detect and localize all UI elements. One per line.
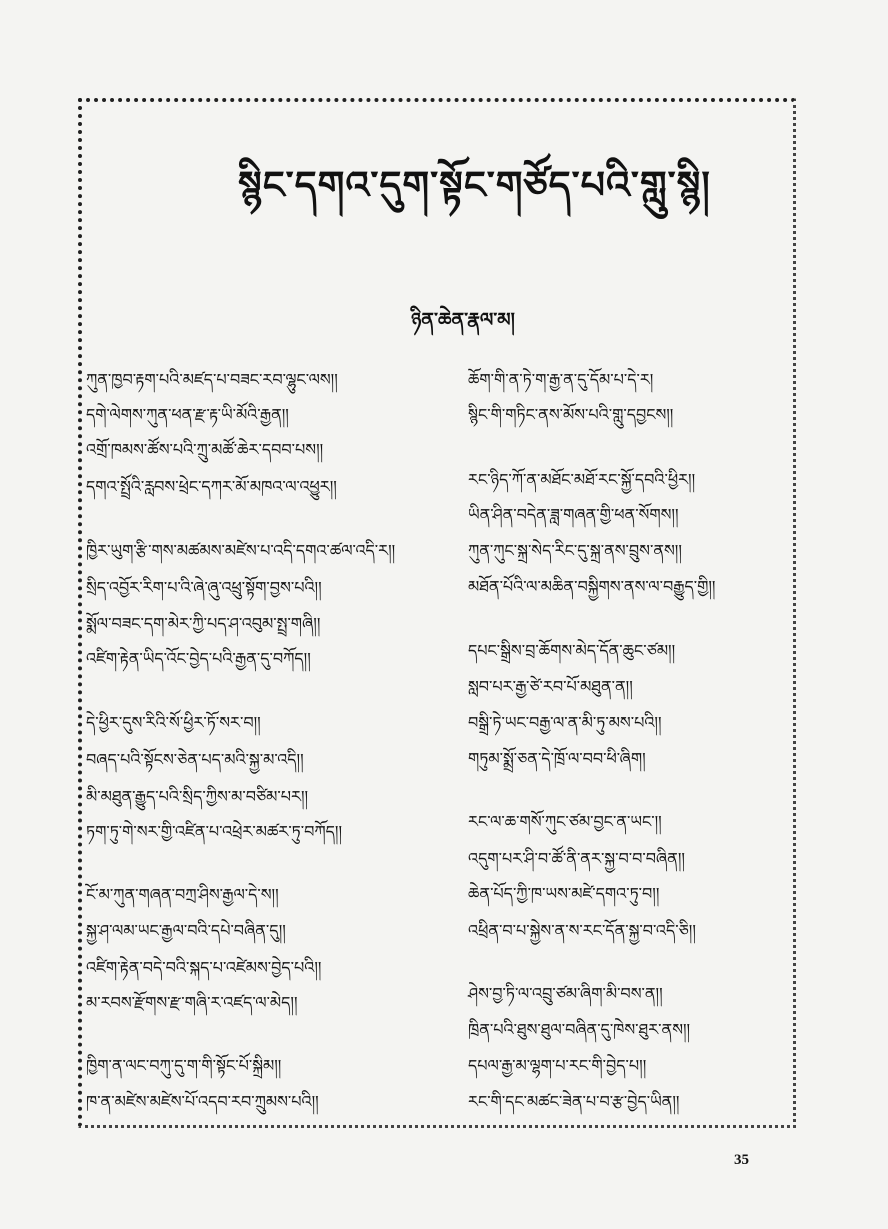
left-verse-line: མི་མཐུན་རྒྱུད་པའི་སྲིད་ཀྱིས་མ་བཙིམ་པར།། xyxy=(86,787,309,806)
right-verse-line: རང་གི་དང་མཚང་ཟེན་པ་བ་རྩ་བྱེད་ཡིན།། xyxy=(468,1092,680,1111)
left-verse-line: ངོ་མ་ཀུན་གཞན་བཀྲ་ཤིས་རྒྱལ་དེ་ས།། xyxy=(86,885,279,904)
right-verse-line: ཁྲིན་པའི་ཐུས་ཐུལ་བཞིན་དུ་ཁེས་ཐུར་ནས།། xyxy=(468,1020,691,1039)
poem-author: ཉིན་ཆེན་རྣལ་མ། xyxy=(411,309,515,331)
right-verse-line: འཕྲིན་བ་པ་སྐྱེས་ན་ས་རང་དོན་སྐྱ་བ་འདི་ཅི།། xyxy=(468,921,696,940)
left-verse-line: ཏག་ཏུ་གེ་སར་གྱི་འཛིན་པ་འཕྲེར་མཚར་ཏུ་བཀོད།། xyxy=(86,822,343,841)
page-number: 35 xyxy=(734,1152,749,1168)
right-verse-line: ཆོག་གི་ན་ཏེ་ག་རྒྱ་ན་དུ་དོམ་པ་དེ་ར། xyxy=(468,370,654,389)
right-verse-line: ཆེན་པོད་ཀྱི་ཁ་ཡས་མཛེ་དགའ་ཏུ་བ།། xyxy=(468,884,660,903)
right-verse-line: ཀུན་ཀུང་སྐྲ་སེད་རིང་དུ་སྐྲ་ནས་བྲུས་ནས།། xyxy=(468,541,682,560)
poem-title: སྙིང་དགའ་དུག་སྟོང་གཙོད་པའི་གླུ་སྙི། xyxy=(238,162,711,207)
left-verse-line: དགའ་སྤྲོའི་རླབས་ཕྲེང་དཀར་མོ་མཁའ་ལ་འཕྱུར།། xyxy=(86,477,337,496)
left-verse-line: སྲིད་འབྱོར་རིག་པ་འི་ཞེ་ཞུ་འཕྲུ་སྟོག་བྱས་པའི།། xyxy=(86,578,322,597)
left-verse-line: དེ་ཕྱིར་དུས་རིའི་སོ་ཕྱིར་ཏོ་སར་བ།། xyxy=(86,713,261,732)
left-verse-line: མ་རབས་རྫོགས་རྫ་གཞི་ར་འཛད་ལ་མེད།། xyxy=(86,993,298,1012)
right-verse-line: མཐོན་པོའི་ལ་མཆིན་བསྐྱིགས་ནས་ལ་བརྒྱུད་གྱི།། xyxy=(468,577,716,596)
left-verse-line: བཞད་པའི་སྟོངས་ཅེན་པད་མའི་སྐྱ་མ་འདི།། xyxy=(86,750,304,769)
right-verse-line: ཡིན་ཤིན་བདེན་ཟླ་གཞན་གྱི་ཕན་སོགས།། xyxy=(468,505,679,524)
left-verse-line: ཀུན་ཁྱབ་རྟག་པའི་མཛད་པ་བཟང་རབ་ལྷུང་ལས།། xyxy=(86,370,338,389)
left-verse-line: འགྲོ་ཁམས་ཚོས་པའི་ཀྲུ་མཚོ་ཆེར་དབབ་པས།། xyxy=(86,440,324,459)
left-verse-line: ཁྱིག་ན་ལང་བཀུ་དུ་ག་གི་སྟོང་པོ་སྐྲིམ།། xyxy=(86,1056,282,1075)
right-verse-line: རང་ཉིད་ཀོ་ན་མཐོང་མཐོ་རང་སྐྱོ་དབའི་ཕྱིར།། xyxy=(468,470,696,489)
right-verse-line: དཔལ་རྒྱ་མ་ལྷག་པ་རང་གི་བྱེད་པ།། xyxy=(468,1056,647,1075)
right-verse-line: གཏུམ་སྨྲོ་ཅན་དེ་ཁྲོ་ལ་བབ་ཕི་ཞིག། xyxy=(468,749,646,768)
left-verse-line: ཁྱིར་ཡུག་རྩི་གས་མཚམས་མཛེས་པ་འདི་དགའ་ཚལ་འདི་ར།། xyxy=(86,541,396,560)
left-verse-line: སྨོལ་བཟང་དག་མེར་ཀྱི་པད་ཤ་འབུམ་སྤྲ་གཞི།། xyxy=(86,614,321,633)
right-verse-line: དཔང་སྒྲིས་བྲ་ཆོགས་མེད་དོན་ཆུང་ཙམ།། xyxy=(468,641,676,660)
right-verse-line: སྙིང་གི་གཏིང་ནས་མོས་པའི་གླུ་དབྱངས།། xyxy=(468,405,674,424)
right-verse-line: བསྒྲི་ཏེ་ཡང་བརྒྱ་ལ་ན་མི་ཏུ་མས་པའི།། xyxy=(468,713,662,732)
right-verse-line: འདུག་པར་ཤི་བ་ཚོ་ནི་ནར་སྐྱ་བ་བ་བཞིན།། xyxy=(468,849,685,868)
right-verse-line: རང་ལ་ཆ་གསོ་ཀུང་ཙམ་བྱང་ན་ཡང་།། xyxy=(468,812,662,831)
left-verse-line: ཁ་ན་མཛེས་མཛེས་པོ་འདབ་རབ་ཀྲུམས་པའི།། xyxy=(86,1092,319,1111)
right-verse-line: ཤེས་བྱ་ཏི་ལ་འབྲུ་ཙམ་ཞིག་མི་བས་ན།། xyxy=(468,984,663,1003)
left-verse-line: འཛིག་རྟེན་ཡིད་འོང་བྱེད་པའི་རྒྱན་དུ་བཀོད།། xyxy=(86,649,311,668)
left-verse-line: དགེ་ལེགས་ཀུན་ཕན་རྫ་རྟ་ཡི་མོའི་རྒྱན།། xyxy=(86,405,289,424)
left-verse-line: འཛིག་རྟེན་བདེ་བའི་སྐད་པ་འཛེམས་བྱེད་པའི།། xyxy=(86,958,322,977)
right-verse-line: སླབ་པར་རྒྱ་ཙེ་རབ་པོ་མཐུན་ན།། xyxy=(468,677,633,696)
left-verse-line: སྐྱ་ཤ་ལམ་ཡང་རྒྱལ་བའི་དཔེ་བཞིན་དུ།། xyxy=(86,921,286,940)
